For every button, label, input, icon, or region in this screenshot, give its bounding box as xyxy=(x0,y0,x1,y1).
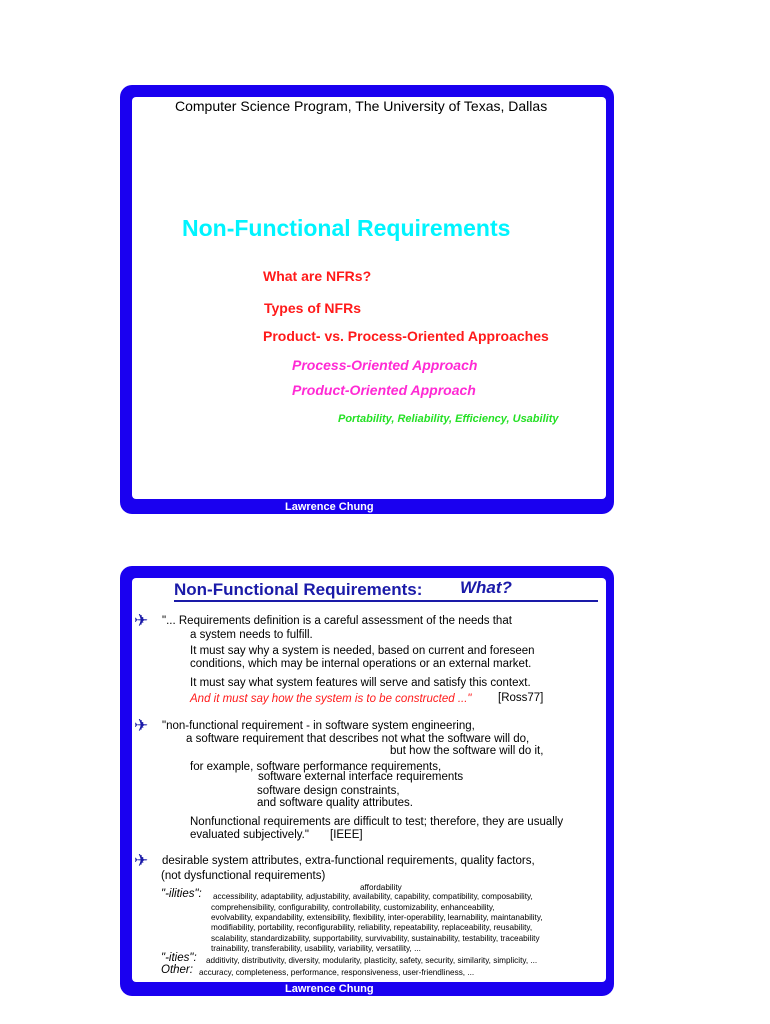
quote2-line: but how the software will do it, xyxy=(390,745,544,757)
slide-1-content-area xyxy=(132,97,606,499)
ilities-list-line: comprehensibility, configurability, controllability, customizability, enhanceability, xyxy=(211,903,495,912)
quote1-line: a system needs to fulfill. xyxy=(190,629,313,641)
citation-ieee: [IEEE] xyxy=(330,829,363,841)
quote1-line: It must say what system features will serve and satisfy this context. xyxy=(190,677,531,689)
slide-2-title: Non-Functional Requirements: xyxy=(174,580,423,599)
other-list: accuracy, completeness, performance, responsiveness, user-friendliness, ... xyxy=(199,968,475,977)
outline-item-types-of-nfrs: Types of NFRs xyxy=(264,300,361,316)
slide-1-title: Non-Functional Requirements xyxy=(182,215,511,241)
outline-subitem-process-oriented: Process-Oriented Approach xyxy=(292,357,478,373)
airplane-bullet-icon: ✈ xyxy=(134,611,149,630)
quote2-line: a software requirement that describes not what the software will do, xyxy=(186,733,530,745)
slide-1 xyxy=(120,85,614,514)
quote2-line: software external interface requirements xyxy=(258,771,464,783)
quote1-line-emphasis: And it must say how the system is to be constructed ..." xyxy=(190,693,472,705)
outline-item-what-are-nfrs: What are NFRs? xyxy=(263,268,372,284)
ilities-label: "-ilities": xyxy=(161,888,202,900)
slide-1-footer: Lawrence Chung xyxy=(285,501,374,513)
outline-subitem-product-oriented: Product-Oriented Approach xyxy=(292,382,476,398)
quote2-line: and software quality attributes. xyxy=(257,797,413,809)
ilities-list-line: evolvability, expandability, extensibility, flexibility, inter-operability, learnability, maintanability, xyxy=(211,913,543,922)
outline-subsubitem-qualities: Portability, Reliability, Efficiency, Usability xyxy=(338,413,559,425)
slide-2-title-question: What? xyxy=(460,578,512,597)
quote2-line: for example, software performance requirements, xyxy=(190,761,442,773)
outline-item-product-vs-process: Product- vs. Process-Oriented Approaches xyxy=(263,328,549,344)
ilities-list-line: modifiability, portability, reconfigurability, reliability, repeatability, replaceability, reusability, xyxy=(211,923,533,932)
ilities-list-line: accessibility, adaptability, adjustability, availability, capability, compatibility, composability, xyxy=(213,892,533,901)
quote2-line: Nonfunctional requirements are difficult to test; therefore, they are usually xyxy=(190,816,564,828)
ilities-list-line: scalability, standardizability, supportability, survivability, sustainability, testability, traceability xyxy=(211,934,540,943)
quote1-line: conditions, which may be internal operations or an external market. xyxy=(190,658,532,670)
citation-ross77: [Ross77] xyxy=(498,692,544,704)
quote2-line: evaluated subjectively." xyxy=(190,829,309,841)
ities-list: additivity, distributivity, diversity, modularity, plasticity, safety, security, similarity, simplicity, ... xyxy=(206,956,538,965)
quote2-line: "non-functional requirement - in software system engineering, xyxy=(162,720,475,732)
other-label: Other: xyxy=(161,964,193,976)
airplane-bullet-icon: ✈ xyxy=(134,716,149,735)
quote1-line: "... Requirements definition is a careful assessment of the needs that xyxy=(162,615,512,627)
bullet3-line: (not dysfunctional requirements) xyxy=(161,870,326,882)
quote2-line: software design constraints, xyxy=(257,785,400,797)
title-underline xyxy=(174,600,598,602)
airplane-bullet-icon: ✈ xyxy=(134,851,149,870)
slide-1-header: Computer Science Program, The University of Texas, Dallas xyxy=(175,98,548,114)
bullet3-line: desirable system attributes, extra-functional requirements, quality factors, xyxy=(162,855,535,867)
slide-2-footer: Lawrence Chung xyxy=(285,983,374,995)
ilities-list-line: trainability, transferability, usability, variability, versatility, ... xyxy=(211,944,421,953)
affordability-term: affordability xyxy=(360,883,402,892)
quote1-line: It must say why a system is needed, based on current and foreseen xyxy=(190,645,535,657)
ities-label: "-ities": xyxy=(161,952,197,964)
